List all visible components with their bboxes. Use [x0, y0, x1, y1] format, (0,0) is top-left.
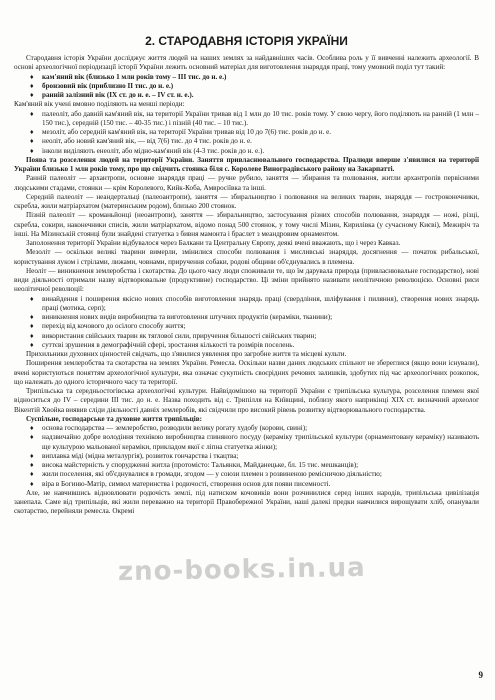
middle-paleolith-paragraph: Середній палеоліт — неандертальці (палеоантропи), заняття — збиральництво і полювання на великих тварин, знаряддя — гостроконечники, скребла, жили матріархатом (материнським родом), близько 200 стоянок.	[14, 192, 479, 210]
list-item: ♦ палеоліт, або давній кам'яний вік, на території України тривав від 1 млн до 10 тис. років тому. У свою чергу, його поділяють на ранній (1 млн – 150 тис.), середній (150 тис. – 40-35 тис.) і пізній (40 тис. – 10 тис.).	[30, 109, 479, 127]
periods-list	[14, 73, 479, 101]
stone-periods-list	[14, 110, 479, 156]
trypillia-intro: Суспільне, господарське та духовне життя трипільців:	[26, 414, 203, 423]
list-item: ♦ неоліт, або новий кам'яний вік, — від 7(6) тис. до 4 тис. років до н. е.	[30, 137, 252, 146]
intro-paragraph: Стародавня історія України досліджує життя людей на наших землях за найдавніших часів. Особлива роль у її вивченні належить археології. В основі археологічної періодизації історії України лежить основний матеріал для виготовлення знаряддя праці, тому умовний поділ тут такий:	[14, 54, 479, 72]
bullet-icon: ♦	[30, 451, 34, 460]
bullet-icon: ♦	[30, 109, 34, 118]
neolith-list	[14, 295, 479, 351]
bullet-icon: ♦	[30, 340, 34, 349]
trypillia-paragraph: Трипільська та середньостогівська археологічні культури. Найвідомішою на території України є трипільська культура, розселення племен якої відноситься до IV – середини III тис. до н. е. Назва походить від с. Трипілля на Київщині, поблизу якого наприкінці XIX ст. визначний археолог Вікентій Хвойка виявив сліди діяльності давніх землеробів, які свідчили про високий рівень розвитку відтворювального господарства.	[14, 387, 479, 414]
bullet-icon: ♦	[30, 81, 34, 90]
bullet-icon: ♦	[30, 137, 34, 146]
bullet-icon: ♦	[30, 424, 34, 432]
list-item: ♦ використання свійських тварин як тяглової сили, приручення більшості свійських тварин;	[30, 331, 317, 340]
list-item: ♦ мезоліт, або середній кам'яний вік, на території України тривав від 10 до 7(6) тис. років до н. е.	[30, 128, 332, 136]
neolith-paragraph: Неоліт — виникнення землеробства і скотарства. До цього часу люди споживали те, що їм дарувала природа (привласнювальне господарство), нові види діяльності отримали назву відтворювальне (продуктивне) господарство. Ці зміни прийнято називати неолітичною революцією. Основні риси неолітичної революції:	[14, 266, 479, 294]
mesolith-paragraph: Мезоліт — оскільки великі тварини вимерли, змінилися способи полювання і мисливські знаряддя, досягнення — початок рибальської, користування луком і стрілами, лижами, човнами, приручення собаки, родові общини об'єднувались в племена.	[14, 248, 479, 266]
settling-paragraph: Заполонення території України відбувалося через Балкани та Центральну Європу, деякі вчені вважають, що і через Кавказ.	[26, 239, 401, 247]
list-item: ♦ виникнення нових видів виробництва та виготовлення штучних продуктів (кераміки, тканини);	[30, 313, 333, 321]
bullet-icon: ♦	[30, 433, 34, 442]
bullet-icon: ♦	[30, 479, 34, 488]
early-paleolith-paragraph: Ранній палеоліт — архантропи, основне знаряддя праці — ручне рубило, заняття — збирання та полювання, житли архантропів первісними людськими стадами, стоянки — крім Королевого, Кийк-Коба, Амвросіївка та інші.	[14, 174, 479, 192]
list-item: ♦ основа господарства — землеробство, розводили велику рогату худобу (корови, свині);	[30, 424, 308, 432]
document-page	[14, 34, 479, 517]
list-item: ♦ винайдення і поширення якісно нових способів виготовлення знарядь праці (свердління, шліфування і пиляння), створення нових знарядь праці (мотика, серп);	[30, 294, 479, 312]
bullet-icon: ♦	[30, 128, 34, 136]
list-item: ♦ висока майстерність у спорудженні житла (протомісто: Тальянки, Майданецьке, бл. 15 тис. мешканців);	[30, 461, 359, 469]
list-item: ♦ перехід від кочового до осілого способу життя;	[30, 322, 186, 331]
bullet-icon: ♦	[30, 313, 34, 321]
bullet-icon: ♦	[30, 461, 34, 469]
settlement-paragraph: Поява та розселення людей на території України. Заняття привласнювального господарства. Пралюди вперше з'явилися на території України близько 1 млн років тому, про що свідчить стоянка біля с. Королеве Виноградівського району на Закарпатті.	[14, 155, 479, 173]
page-number: 9	[478, 670, 483, 680]
list-item: ♦ жили поселення, які об'єднувалися в громади, згодом — у союзи племен з розвиненою ремісничою діяльністю;	[30, 470, 382, 479]
bullet-icon: ♦	[30, 72, 34, 81]
list-item: ♦ інколи виділяють енеоліт, або мідно-кам'яний вік (4-3 тис. років до н. е.).	[30, 146, 265, 155]
list-item: ♦ віра в Богиню-Матір, символ материнства і родючості, створення основ для появи писемності.	[30, 479, 331, 488]
bullet-icon: ♦	[30, 146, 34, 155]
beliefs-paragraph: Прихильники духовних цінностей свідчать, що з'явилися уявлення про загробне життя та місцеві культи.	[26, 350, 347, 358]
spread-paragraph: Поширення землеробства та скотарства на землях України. Ремесла. Оскільки назви даних людських спільнот не збереглися (якщо вони існували), вчені користуються поняттям археологічної культури, яка означає сукупність своєрідних речових залишків, здобутих під час археологічних розкопок, що належать до одного історичного часу та території.	[14, 359, 479, 386]
bullet-icon: ♦	[30, 322, 34, 331]
bullet-icon: ♦	[30, 294, 34, 303]
bullet-icon: ♦	[30, 331, 34, 340]
list-item: ♦ суттєві зрушення в демографічній сфері, зростання кількості та розмірів поселень.	[30, 340, 295, 349]
bullet-icon: ♦	[30, 470, 34, 479]
bullet-icon: ♦	[30, 91, 34, 99]
list-item: ♦ ранній залізний вік (IX ст. до н. е. – IV ст. н. е.).	[30, 91, 194, 99]
list-item: ♦ виплавка міді (мідна металургія), розвиток гончарства і ткацтва;	[30, 451, 239, 460]
stone-intro: Кам'яний вік учені вмовно поділяють на менші періоди:	[14, 100, 185, 109]
late-paleolith-paragraph: Пізній палеоліт — кроманьйонці (неоантропи), заняття — збиральництво, застосування різних способів полювання, знаряддя — ножі, різці, скребла, сокири, наконечники списів, жили матріархатом, відомо понад 500 стоянок, у тому числі Мізин, Кирилівка (у сучасному Києві), Межиріч та інші. На Мізинській стоянці були знайдені статуетка з бивня мамонта і браслет з меандровим орнаментом.	[14, 211, 479, 238]
section-title: 2. СТАРОДАВНЯ ІСТОРІЯ УКРАЇНИ	[145, 34, 348, 48]
list-item: ♦ кам'яний вік (близько 1 млн років тому – III тис. до н. е.)	[30, 72, 227, 81]
list-item: ♦ бронзовий вік (приблизно II тис. до н. е.)	[30, 81, 174, 90]
trypillia-list	[14, 424, 479, 489]
watermark: zno-books.in.ua	[117, 552, 366, 588]
closing-paragraph: Але, не навчившись відновлювати родючість землі, під натиском кочовиків вони розчинилися серед інших народів, трипільська цивілізація занепала. Саме від трипільців, які жили переважно на території Правобережної України, наші далекі предки навчилися вирощувати хліб, опанували скотарство, перейняли ремесла. Окремі	[14, 488, 479, 516]
list-item: ♦ надзвичайно добре володіння технікою виробництва глиняного посуду (кераміку трипільської культури (орнаментовану кераміку) називають ще культурою мальованої кераміки, прикладом якої є ліпна статуетка жінки);	[30, 433, 479, 451]
